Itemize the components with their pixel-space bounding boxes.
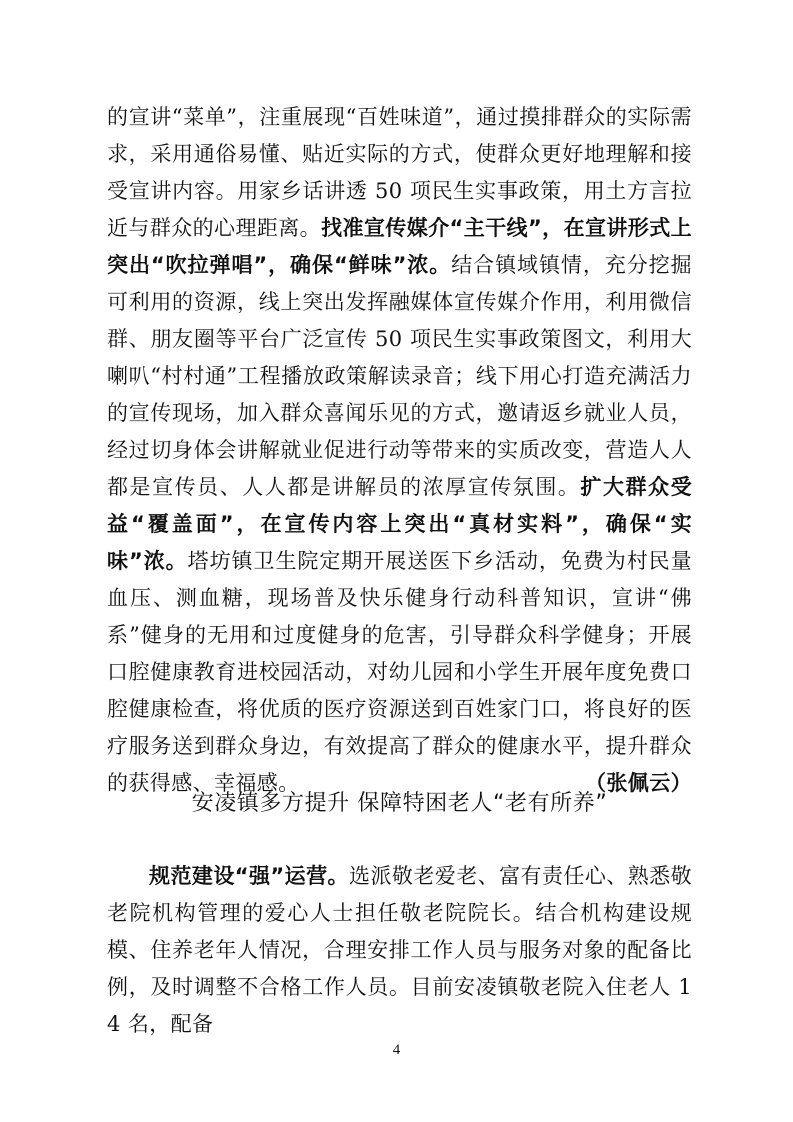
paragraph-text: 塔坊镇卫生院定期开展送医下乡活动，免费为村民量血压、测血糖，现场普及快乐健身行动科普知识，宣讲“佛系”健身的无用和过度健身的危害，引导群众科学健身；开展口腔健康教育进校园活动，对幼儿园和小学生开展年度免费口腔健康检查，将优质的医疗资源送到百姓家门口，将良好的医疗服务送到群众身边，有效提高了群众的健康水平，提升群众的获得感、幸福感。 — [107, 549, 692, 795]
paragraph-text: 的宣讲“菜单”，注重展现“百姓味道”，通过摸排群众的实际需求，采用通俗易懂、贴近实际的方式，使群众更好地理解和接受宣讲内容。用家乡话讲透 50 项民生实事政策，用土方言拉近与群众的心理距离。 — [107, 105, 692, 240]
bold-subheading: 规范建设“强”运营。 — [149, 864, 349, 888]
page-number: 4 — [392, 1042, 401, 1058]
bold-subheading: 找准宣传媒介“主干线”，在宣讲形式上突出“吹拉弹唱”，确保“鲜味”浓。 — [107, 216, 692, 277]
paragraph-text: 选派敬老爱老、富有责任心、熟悉敬老院机构管理的爱心人士担任敬老院院长。结合机构建设规模、住养老年人情况，合理安排工作人员与服务对象的配备比例，及时调整不合格工作人员。目前安凌镇敬老院入住老人 14 名，配备 — [107, 864, 692, 1036]
paragraph-text: 结合镇域镇情，充分挖掘可利用的资源，线上突出发挥融媒体宣传媒介作用，利用微信群、朋友圈等平台广泛宣传 50 项民生实事政策图文，利用大喇叭“村村通”工程播放政策解读录音；线下用心打造充满活力的宣传现场，加入群众喜闻乐见的方式，邀请返乡就业人员，经过切身体会讲解就业促进行动等带来的实质改变，营造人人都是宣传员、人人都是讲解员的浓厚宣传氛围。 — [107, 253, 692, 499]
bold-subheading: 扩大群众受益“覆盖面”，在宣传内容上突出“真材实料”，确保“实味”浓。 — [107, 475, 692, 573]
body-paragraph-2 — [107, 858, 692, 1043]
article-title: 安凌镇多方提升 保障特困老人“老有所养” — [191, 791, 608, 816]
author-signature: （张佩云） — [585, 771, 692, 795]
body-paragraph-1 — [107, 99, 692, 802]
